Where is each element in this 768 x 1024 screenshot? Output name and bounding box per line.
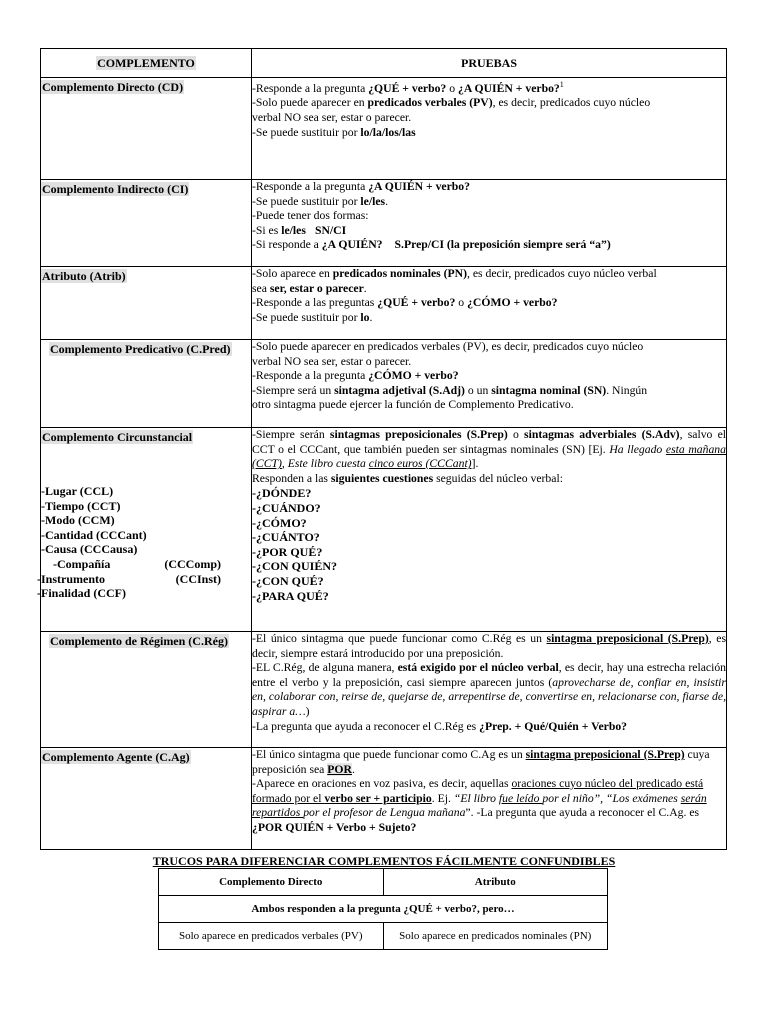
content-cell-creg	[252, 632, 727, 748]
table-row-atrib	[41, 267, 727, 340]
text: , es decir, siempre estará introducido por una preposición.	[252, 632, 726, 660]
complements-table	[37, 48, 727, 850]
text: por el profesor de Lengua mañana	[303, 806, 466, 820]
text: -Puede tener dos formas:	[252, 209, 369, 223]
text: POR	[327, 762, 352, 776]
list-item: -¿CUÁNTO?	[252, 530, 320, 545]
text: oraciones cuyo núcleo del predicado está formado por el	[252, 777, 704, 805]
text: lo/la/los/las	[360, 125, 416, 139]
table-row-ci	[41, 180, 727, 267]
table-row-cag	[41, 748, 727, 850]
content-cell-cag	[252, 748, 727, 850]
text: predicados nominales (PN)	[332, 267, 467, 280]
text: ¿Prep. + Qué/Quién + Verbo?	[479, 719, 628, 733]
header-complemento: COMPLEMENTO	[41, 49, 252, 78]
table-row-cc	[41, 428, 727, 632]
text: -Compañía	[53, 556, 111, 571]
text: -Responde a la pregunta	[252, 81, 369, 95]
text: -El único sintagma que puede funcionar como C.Rég es un	[252, 632, 547, 645]
text: ser, estar o parecer	[269, 281, 364, 295]
text: -El único sintagma que puede funcionar como C.Ag es un	[252, 748, 526, 761]
text: siguientes cuestiones	[330, 471, 434, 485]
text: o un	[464, 383, 492, 397]
text: -EL C.Rég, de alguna manera,	[252, 661, 398, 675]
text: Responden a las	[252, 471, 331, 485]
list-item: -Finalidad (CCF)	[37, 586, 127, 601]
text: , es decir, predicados cuyo núcleo verbal	[467, 267, 657, 280]
text: le/les􀃆SN/CI	[281, 223, 347, 237]
text: .	[363, 281, 367, 295]
tricks-shared-row	[159, 896, 608, 923]
text: , es decir, hay una estrecha relación entre el verbo y la preposición, casi siempre aparecen juntos (	[252, 661, 727, 689]
text: -Se puede sustituir por	[252, 194, 361, 208]
tricks-header-row	[159, 869, 608, 896]
tricks-title: TRUCOS PARA DIFERENCIAR COMPLEMENTOS FÁCILMENTE CONFUNDIBLES	[152, 854, 616, 868]
tricks-col-cd: Complemento Directo	[159, 869, 384, 896]
text: o	[507, 428, 525, 441]
label-ci: Complemento Indirecto (CI)	[42, 182, 189, 196]
list-item	[41, 557, 251, 572]
label-atrib: Atributo (Atrib)	[42, 269, 126, 283]
text: ¿A QUIÉN?􀃆 S.Prep/CI (la preposición siempre será “a”)	[321, 238, 611, 252]
content-cell-cc	[252, 428, 727, 632]
text: ”. -La pregunta que ayuda a reconocer el C.Ag. es	[465, 806, 700, 820]
text: o	[455, 296, 468, 310]
label-cag: Complemento Agente (C.Ag)	[42, 750, 190, 764]
list-item: -Lugar (CCL)	[41, 484, 114, 498]
text: , Este libro cuesta	[281, 457, 369, 471]
label-creg: Complemento de Régimen (C.Rég)	[50, 634, 228, 648]
text: está exigido por el núcleo verbal	[397, 661, 559, 675]
list-item: -¿DÓNDE?	[252, 486, 312, 501]
text: .	[369, 310, 373, 324]
text: -Se puede sustituir por	[252, 310, 361, 324]
content-cell-atrib	[252, 267, 727, 340]
tricks-diff-row	[159, 923, 608, 950]
text: -Solo puede aparecer en predicados verbales (PV), es decir, predicados cuyo núcleo	[252, 340, 644, 353]
table-row-creg	[41, 632, 727, 748]
text: -Si responde a	[252, 238, 322, 252]
text: . Ningún	[606, 383, 648, 397]
table-row-cpred	[41, 340, 727, 428]
content-cell-ci: -Responde a la pregunta ¿A QUIÉN + verbo? -Se puede sustituir por le/les. -Puede tener dos formas: -Si es le/les􀃆SN/CI -Si responde a ¿A QUIÉN?􀃆 S.Prep/CI (la preposición siempre será “a”)	[252, 180, 727, 267]
text: le/les	[360, 194, 386, 208]
text: (CCComp)	[164, 556, 221, 571]
text: -Responde a la pregunta	[252, 369, 369, 383]
text: , es decir, predicados cuyo núcleo	[492, 96, 651, 110]
label-cpred: Complemento Predicativo (C.Pred)	[50, 342, 231, 356]
text: sintagmas preposicionales (S.Prep)	[329, 428, 508, 441]
text: )	[305, 704, 310, 718]
text: , salvo el CCT o el CCCant, que también pueden ser sintagmas nominales (SN) [Ej.	[252, 428, 727, 456]
list-item: -¿CÓMO?	[252, 515, 307, 530]
content-cell-cd	[252, 78, 727, 180]
text: serán repartidos	[252, 791, 707, 820]
text: -Siempre serán	[252, 428, 330, 441]
text: sintagma preposicional (S.Prep)	[546, 632, 709, 645]
label-cell-cpred	[41, 340, 252, 428]
text: ¿CÓMO + verbo?	[467, 296, 558, 310]
text: ¿POR QUIÉN + Verbo + Sujeto?	[252, 820, 417, 834]
text: o	[446, 81, 458, 95]
text: sea	[252, 281, 270, 295]
list-item: -¿CUÁNDO?	[252, 500, 321, 515]
label-cell-ci	[41, 180, 252, 267]
text: ].	[471, 457, 479, 471]
tricks-shared-cell: Ambos responden a la pregunta ¿QUÉ + verbo?, pero…	[159, 896, 608, 923]
footnote-marker: 1	[559, 80, 564, 89]
list-item: -¿PARA QUÉ?	[252, 588, 329, 603]
table-header-row	[41, 49, 727, 78]
text: ¿QUÉ + verbo?	[368, 81, 447, 95]
text: -Responde a las preguntas	[252, 296, 378, 310]
text: verbal NO sea ser, estar o parecer.	[252, 354, 412, 368]
text: ¿CÓMO + verbo?	[368, 369, 459, 383]
label-cd: Complemento Directo (CD)	[42, 80, 184, 94]
cc-questions-list	[252, 486, 726, 603]
list-item	[37, 572, 251, 587]
text: ¿A QUIÉN + verbo?	[457, 81, 560, 95]
content-cell-cpred	[252, 340, 727, 428]
text: predicados verbales (PV)	[367, 96, 493, 110]
list-item: -¿CON QUIÉN?	[252, 559, 338, 574]
text: -Se puede sustituir por	[252, 125, 361, 139]
list-item: -Causa (CCCausa)	[41, 542, 138, 557]
text: seguidas del núcleo verbal:	[433, 471, 563, 485]
text: ¿A QUIÉN + verbo?	[368, 180, 470, 193]
text: lo	[360, 310, 370, 324]
text: -Solo aparece en	[252, 267, 333, 280]
label-cell-cag	[41, 748, 252, 850]
tricks-cell-atrib: Solo aparece en predicados nominales (PN)	[383, 923, 608, 950]
text: -Si es	[252, 223, 282, 237]
text: .	[351, 762, 355, 776]
list-item: -¿CON QUÉ?	[252, 573, 324, 588]
header-pruebas: PRUEBAS	[252, 49, 727, 78]
text: esta mañana (CCT)	[252, 442, 726, 471]
text: sintagma preposicional (S.Prep)	[525, 748, 685, 761]
label-cell-creg	[41, 632, 252, 748]
text: ¿QUÉ + verbo?	[377, 296, 456, 310]
tricks-col-atrib: Atributo	[383, 869, 608, 896]
label-cell-cc	[37, 428, 252, 632]
text: . Ej.	[431, 791, 454, 805]
tricks-cell-cd: Solo aparece en predicados verbales (PV)	[159, 923, 384, 950]
tricks-table	[158, 868, 608, 950]
text: -Aparece en oraciones en voz pasiva, es decir, aquellas	[252, 777, 512, 791]
list-item: -¿POR QUÉ?	[252, 544, 323, 559]
list-item: -Cantidad (CCCant)	[41, 527, 147, 542]
text: cuya preposición sea	[252, 748, 710, 776]
cc-types-list	[37, 484, 251, 601]
text: -Instrumento	[37, 571, 105, 586]
text: verbal NO sea ser, estar o parecer.	[252, 111, 412, 125]
text: sintagma adjetival (S.Adj)	[334, 383, 465, 397]
text: -Responde a la pregunta	[252, 180, 369, 193]
label-cc: Complemento Circunstancial	[42, 430, 193, 444]
list-item: -Tiempo (CCT)	[41, 498, 121, 513]
text: fue leído	[498, 791, 543, 805]
table-row-cd	[41, 78, 727, 180]
label-cell-atrib	[41, 267, 252, 340]
text: “El libro	[453, 791, 499, 805]
text: sintagmas adverbiales (S.Adv)	[524, 428, 680, 441]
label-cell-cd	[41, 78, 252, 180]
text: por el niño”, “Los exámenes	[542, 791, 681, 805]
text: cinco euros (CCCant)	[368, 457, 472, 471]
text: -La pregunta que ayuda a reconocer el C.Rég es	[252, 719, 480, 733]
list-item: -Modo (CCM)	[41, 513, 115, 528]
text: verbo ser + participio	[324, 791, 432, 805]
text: Ha llegado	[609, 442, 666, 456]
text: otro sintagma puede ejercer la función de Complemento Predicativo.	[252, 398, 574, 412]
text: sintagma nominal (SN)	[491, 383, 607, 397]
text: -Solo puede aparecer en	[252, 96, 368, 110]
text: -Siempre será un	[252, 383, 335, 397]
text: (CCInst)	[175, 571, 221, 586]
text: aprovecharse de, confiar en, insistir en, colaborar con, reirse de, quejarse de, arrepentirse de, convertirse en, relacionarse con, fiarse de, aspirar a…	[252, 675, 726, 718]
